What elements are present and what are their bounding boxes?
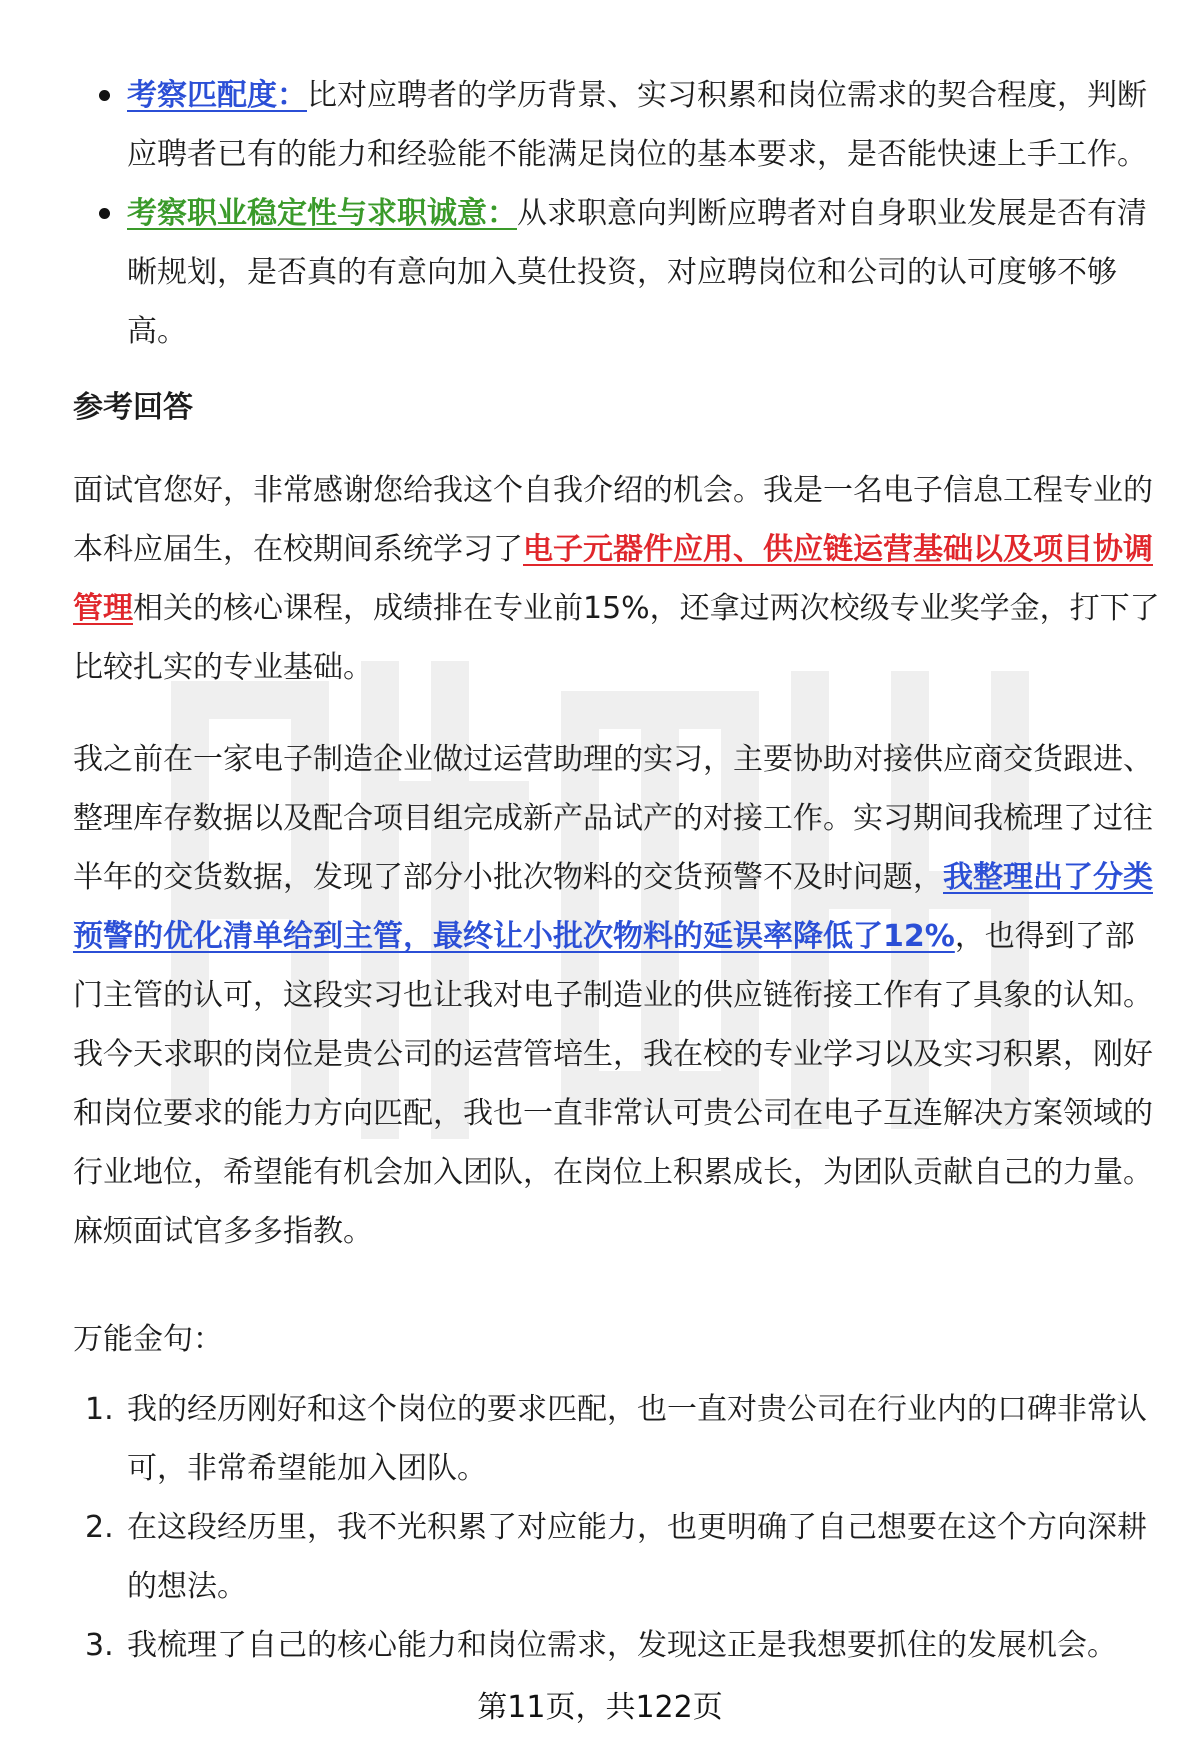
bullet-item-stability xyxy=(73,184,1163,361)
golden-sentence-item xyxy=(73,1616,1163,1675)
bullet-dot-icon xyxy=(99,208,110,219)
list-number: 2. xyxy=(85,1510,114,1545)
list-number: 3. xyxy=(85,1628,114,1663)
bullet-item-match xyxy=(73,66,1163,184)
golden-sentence-text: 在这段经历里，我不光积累了对应能力，也更明确了自己想要在这个方向深耕的想法。 xyxy=(127,1510,1147,1604)
answer-paragraph-2 xyxy=(73,730,1163,1261)
answer-p2-after: ，也得到了部门主管的认可，这段实习也让我对电子制造业的供应链衔接工作有了具象的认知。我今天求职的岗位是贵公司的运营管培生，我在校的专业学习以及实习积累，刚好和岗位要求的能力方向匹配，我也一直非常认可贵公司在电子互连解决方案领域的行业地位，希望能有机会加入团队，在岗位上积累成长，为团队贡献自己的力量。麻烦面试官多多指教。 xyxy=(73,919,1153,1249)
keyword-stability: 考察职业稳定性与求职诚意： xyxy=(127,196,517,231)
golden-sentence-list xyxy=(73,1380,1163,1675)
golden-sentence-item xyxy=(73,1380,1163,1498)
answer-p2-highlight: 我整理出了分类预警的优化清单给到主管，最终让小批次物料的延误率降低了12% xyxy=(73,860,1153,954)
answer-paragraph-1 xyxy=(73,461,1163,697)
answer-p1-highlight: 电子元器件应用、供应链运营基础以及项目协调管理 xyxy=(73,532,1153,626)
golden-sentence-text: 我的经历刚好和这个岗位的要求匹配，也一直对贵公司在行业内的口碑非常认可，非常希望能加入团队。 xyxy=(127,1392,1147,1486)
answer-p1-before: 面试官您好，非常感谢您给我这个自我介绍的机会。我是一名电子信息工程专业的本科应届生，在校期间系统学习了 xyxy=(73,473,1153,567)
bullet-dot-icon xyxy=(99,90,110,101)
list-number: 1. xyxy=(85,1392,114,1427)
page-footer: 第11页，共122页 xyxy=(477,1690,723,1725)
criteria-bullet-list xyxy=(73,66,1163,361)
answer-p1-after: 相关的核心课程，成绩排在专业前15%，还拿过两次校级专业奖学金，打下了比较扎实的专业基础。 xyxy=(73,591,1160,685)
golden-sentence-item xyxy=(73,1498,1163,1616)
bullet-text-stability: 从求职意向判断应聘者对自身职业发展是否有清晰规划，是否真的有意向加入莫仕投资，对应聘岗位和公司的认可度够不够高。 xyxy=(127,196,1147,349)
bullet-text-match: 比对应聘者的学历背景、实习积累和岗位需求的契合程度，判断应聘者已有的能力和经验能不能满足岗位的基本要求，是否能快速上手工作。 xyxy=(127,78,1147,172)
golden-sentence-text: 我梳理了自己的核心能力和岗位需求，发现这正是我想要抓住的发展机会。 xyxy=(127,1628,1117,1663)
section-title: 参考回答 xyxy=(73,390,193,425)
keyword-match: 考察匹配度： xyxy=(127,78,307,113)
answer-p2-before: 我之前在一家电子制造企业做过运营助理的实习，主要协助对接供应商交货跟进、整理库存数据以及配合项目组完成新产品试产的对接工作。实习期间我梳理了过往半年的交货数据，发现了部分小批次物料的交货预警不及时问题， xyxy=(73,742,1153,895)
golden-label: 万能金句： xyxy=(73,1322,223,1357)
